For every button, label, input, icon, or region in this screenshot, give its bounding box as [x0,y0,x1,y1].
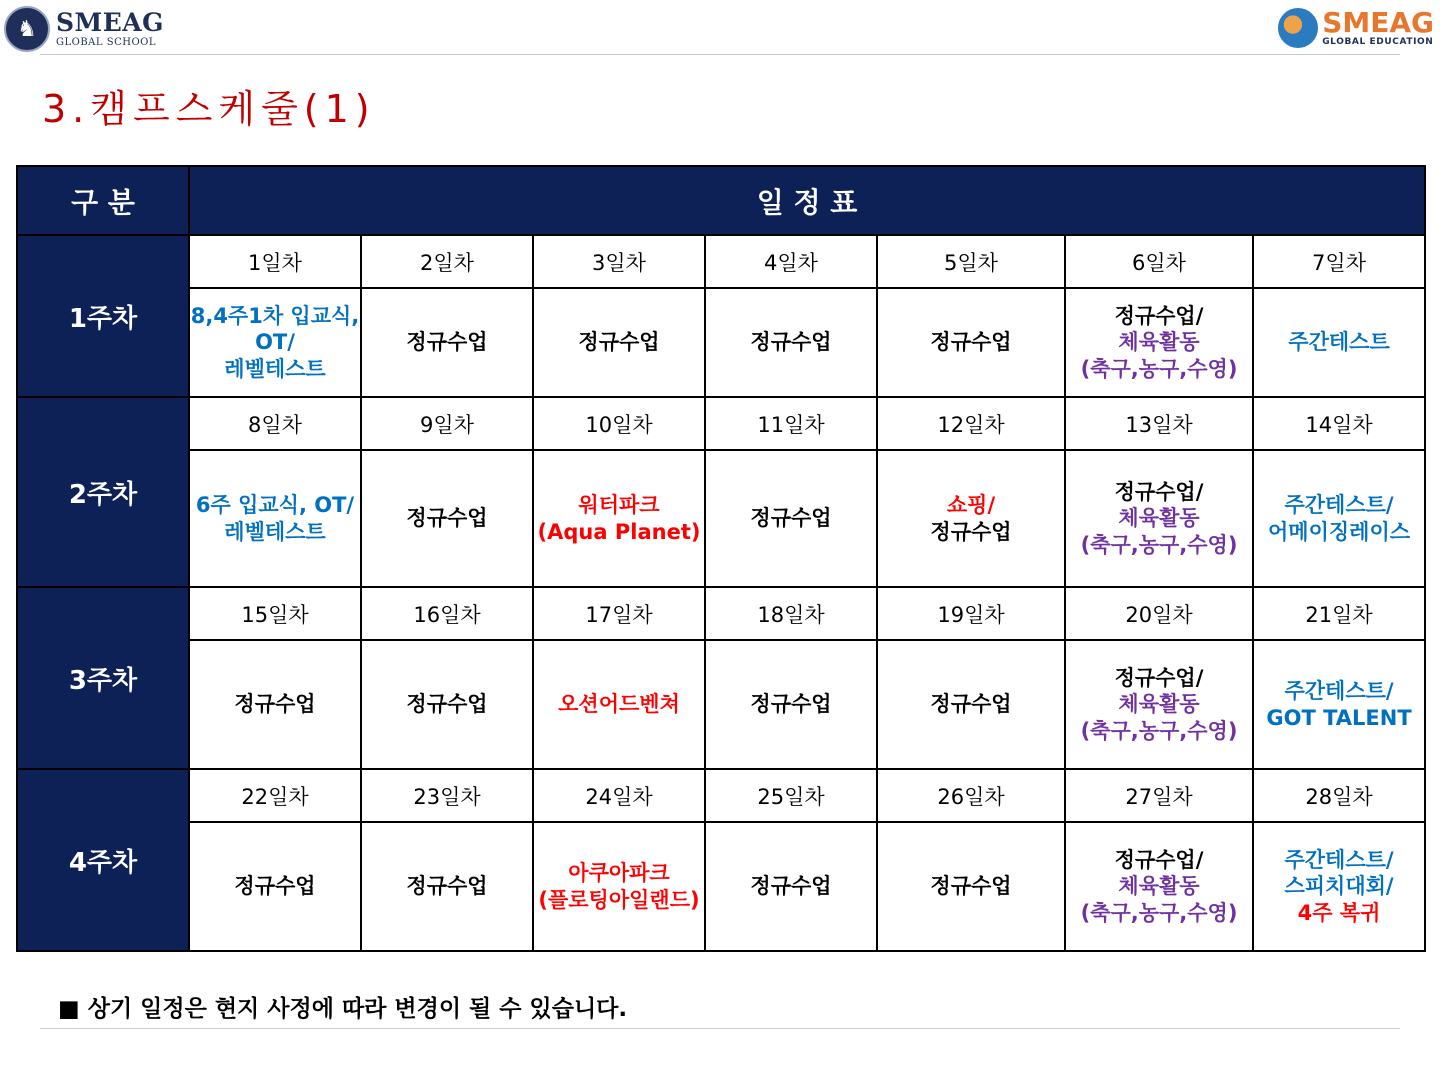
footer-divider [40,1028,1400,1029]
day-label: 17일차 [533,587,705,640]
activity-line: GOT TALENT [1266,705,1412,730]
day-label: 19일차 [877,587,1065,640]
activity-line: 정규수업 [406,330,488,355]
activity-line: 정규수업/ [1114,848,1204,873]
activity-cell [361,288,533,397]
activity-line: 정규수업 [930,874,1012,899]
activity-line: 정규수업 [406,692,488,717]
activity-line: (Aqua Planet) [537,519,701,544]
schedule-change-note: ■ 상기 일정은 현지 사정에 따라 변경이 될 수 있습니다. [58,996,628,1022]
activity-line: 정규수업 [234,692,316,717]
activity-row [17,450,1425,587]
day-label: 9일차 [361,397,533,450]
day-label: 13일차 [1065,397,1253,450]
activity-cell [705,450,877,587]
activity-line: 주간테스트/ [1284,848,1394,873]
smeag-global-school-logo [4,4,164,54]
activity-line: 정규수업/ [1114,666,1204,691]
day-label: 15일차 [189,587,361,640]
activity-line: 정규수업/ [1114,304,1204,329]
activity-line: 정규수업 [578,330,660,355]
activity-line: 체육활동 [1118,330,1200,355]
activity-line: 체육활동 [1118,692,1200,717]
activity-line: 쇼핑/ [946,493,996,518]
activity-line: OT/ [255,330,295,355]
activity-line: 정규수업 [750,874,832,899]
day-label: 20일차 [1065,587,1253,640]
activity-line: 정규수업 [750,330,832,355]
week-label: 3주차 [17,587,189,769]
day-label: 2일차 [361,235,533,288]
activity-row [17,640,1425,769]
day-label: 25일차 [705,769,877,822]
activity-line: 워터파크 [578,493,660,518]
activity-line: 체육활동 [1118,506,1200,531]
activity-cell [705,640,877,769]
activity-row [17,288,1425,397]
day-label: 12일차 [877,397,1065,450]
activity-line: 정규수업 [234,874,316,899]
activity-line: 4주 복귀 [1297,900,1381,925]
activity-cell [877,822,1065,951]
day-label: 1일차 [189,235,361,288]
day-label-row [17,587,1425,640]
activity-cell [1253,822,1425,951]
activity-cell [877,450,1065,587]
smeag-global-education-logo [1278,6,1434,50]
activity-row [17,822,1425,951]
day-label: 14일차 [1253,397,1425,450]
activity-line: 정규수업 [406,874,488,899]
activity-cell [877,640,1065,769]
week-label: 1주차 [17,235,189,397]
activity-line: (축구,농구,수영) [1080,718,1238,743]
horse-emblem-icon: ♞ [4,6,50,52]
header-category: 구 분 [17,166,189,235]
day-label: 10일차 [533,397,705,450]
day-label: 11일차 [705,397,877,450]
activity-line: 주간테스트 [1288,330,1390,355]
activity-cell [877,288,1065,397]
activity-cell [1253,450,1425,587]
day-label: 27일차 [1065,769,1253,822]
day-label: 24일차 [533,769,705,822]
activity-line: 정규수업 [930,330,1012,355]
activity-line: 어메이징레이스 [1268,519,1411,544]
activity-line: 정규수업 [750,692,832,717]
schedule-body [17,235,1425,951]
activity-line: 주간테스트/ [1284,679,1394,704]
day-label-row [17,397,1425,450]
day-label: 6일차 [1065,235,1253,288]
activity-cell [361,640,533,769]
activity-line: 정규수업 [930,692,1012,717]
day-label: 3일차 [533,235,705,288]
activity-line: (축구,농구,수영) [1080,532,1238,557]
day-label: 23일차 [361,769,533,822]
activity-cell [361,822,533,951]
activity-line: 체육활동 [1118,874,1200,899]
logo-left-name: SMEAG [56,8,165,37]
week-label: 2주차 [17,397,189,587]
day-label: 22일차 [189,769,361,822]
activity-cell [1065,822,1253,951]
activity-line: 스피치대회/ [1284,874,1394,899]
activity-cell [1065,450,1253,587]
camp-schedule-table [16,165,1426,952]
page-title: 3.캠프스케줄(1) [42,87,376,131]
day-label-row [17,769,1425,822]
activity-cell [533,822,705,951]
activity-cell [705,288,877,397]
logo-right-name: SMEAG [1322,6,1434,39]
activity-cell [1253,288,1425,397]
day-label: 5일차 [877,235,1065,288]
day-label: 7일차 [1253,235,1425,288]
day-label: 4일차 [705,235,877,288]
activity-line: (플로팅아일랜드) [538,887,700,912]
day-label: 26일차 [877,769,1065,822]
activity-cell [533,640,705,769]
activity-line: 주간테스트/ [1284,493,1394,518]
activity-line: 정규수업 [930,519,1012,544]
header-divider [40,54,1400,55]
activity-line: 정규수업/ [1114,480,1204,505]
activity-line: 6주 입교식, OT/ [195,493,355,518]
logo-left-sub: GLOBAL SCHOOL [56,37,156,48]
day-label: 28일차 [1253,769,1425,822]
activity-cell [189,822,361,951]
table-header-row [17,166,1425,235]
activity-cell [705,822,877,951]
day-label: 16일차 [361,587,533,640]
activity-line: 오션어드벤쳐 [558,692,680,717]
activity-line: (축구,농구,수영) [1080,356,1238,381]
day-label: 18일차 [705,587,877,640]
activity-line: 레벨테스트 [224,356,326,381]
globe-icon [1278,8,1318,48]
week-label: 4주차 [17,769,189,951]
activity-line: 정규수업 [406,506,488,531]
activity-cell [533,450,705,587]
activity-cell [189,640,361,769]
activity-cell [189,450,361,587]
activity-line: 8,4주1차 입교식, [190,304,360,329]
activity-cell [1253,640,1425,769]
day-label: 8일차 [189,397,361,450]
logo-right-sub: GLOBAL EDUCATION [1322,37,1434,47]
header-schedule: 일 정 표 [189,166,1425,235]
activity-line: 정규수업 [750,506,832,531]
activity-cell [361,450,533,587]
activity-line: (축구,농구,수영) [1080,900,1238,925]
activity-cell [533,288,705,397]
day-label-row [17,235,1425,288]
activity-cell [1065,640,1253,769]
activity-line: 아쿠아파크 [568,861,670,886]
activity-cell [1065,288,1253,397]
day-label: 21일차 [1253,587,1425,640]
activity-line: 레벨테스트 [224,519,326,544]
activity-cell [189,288,361,397]
